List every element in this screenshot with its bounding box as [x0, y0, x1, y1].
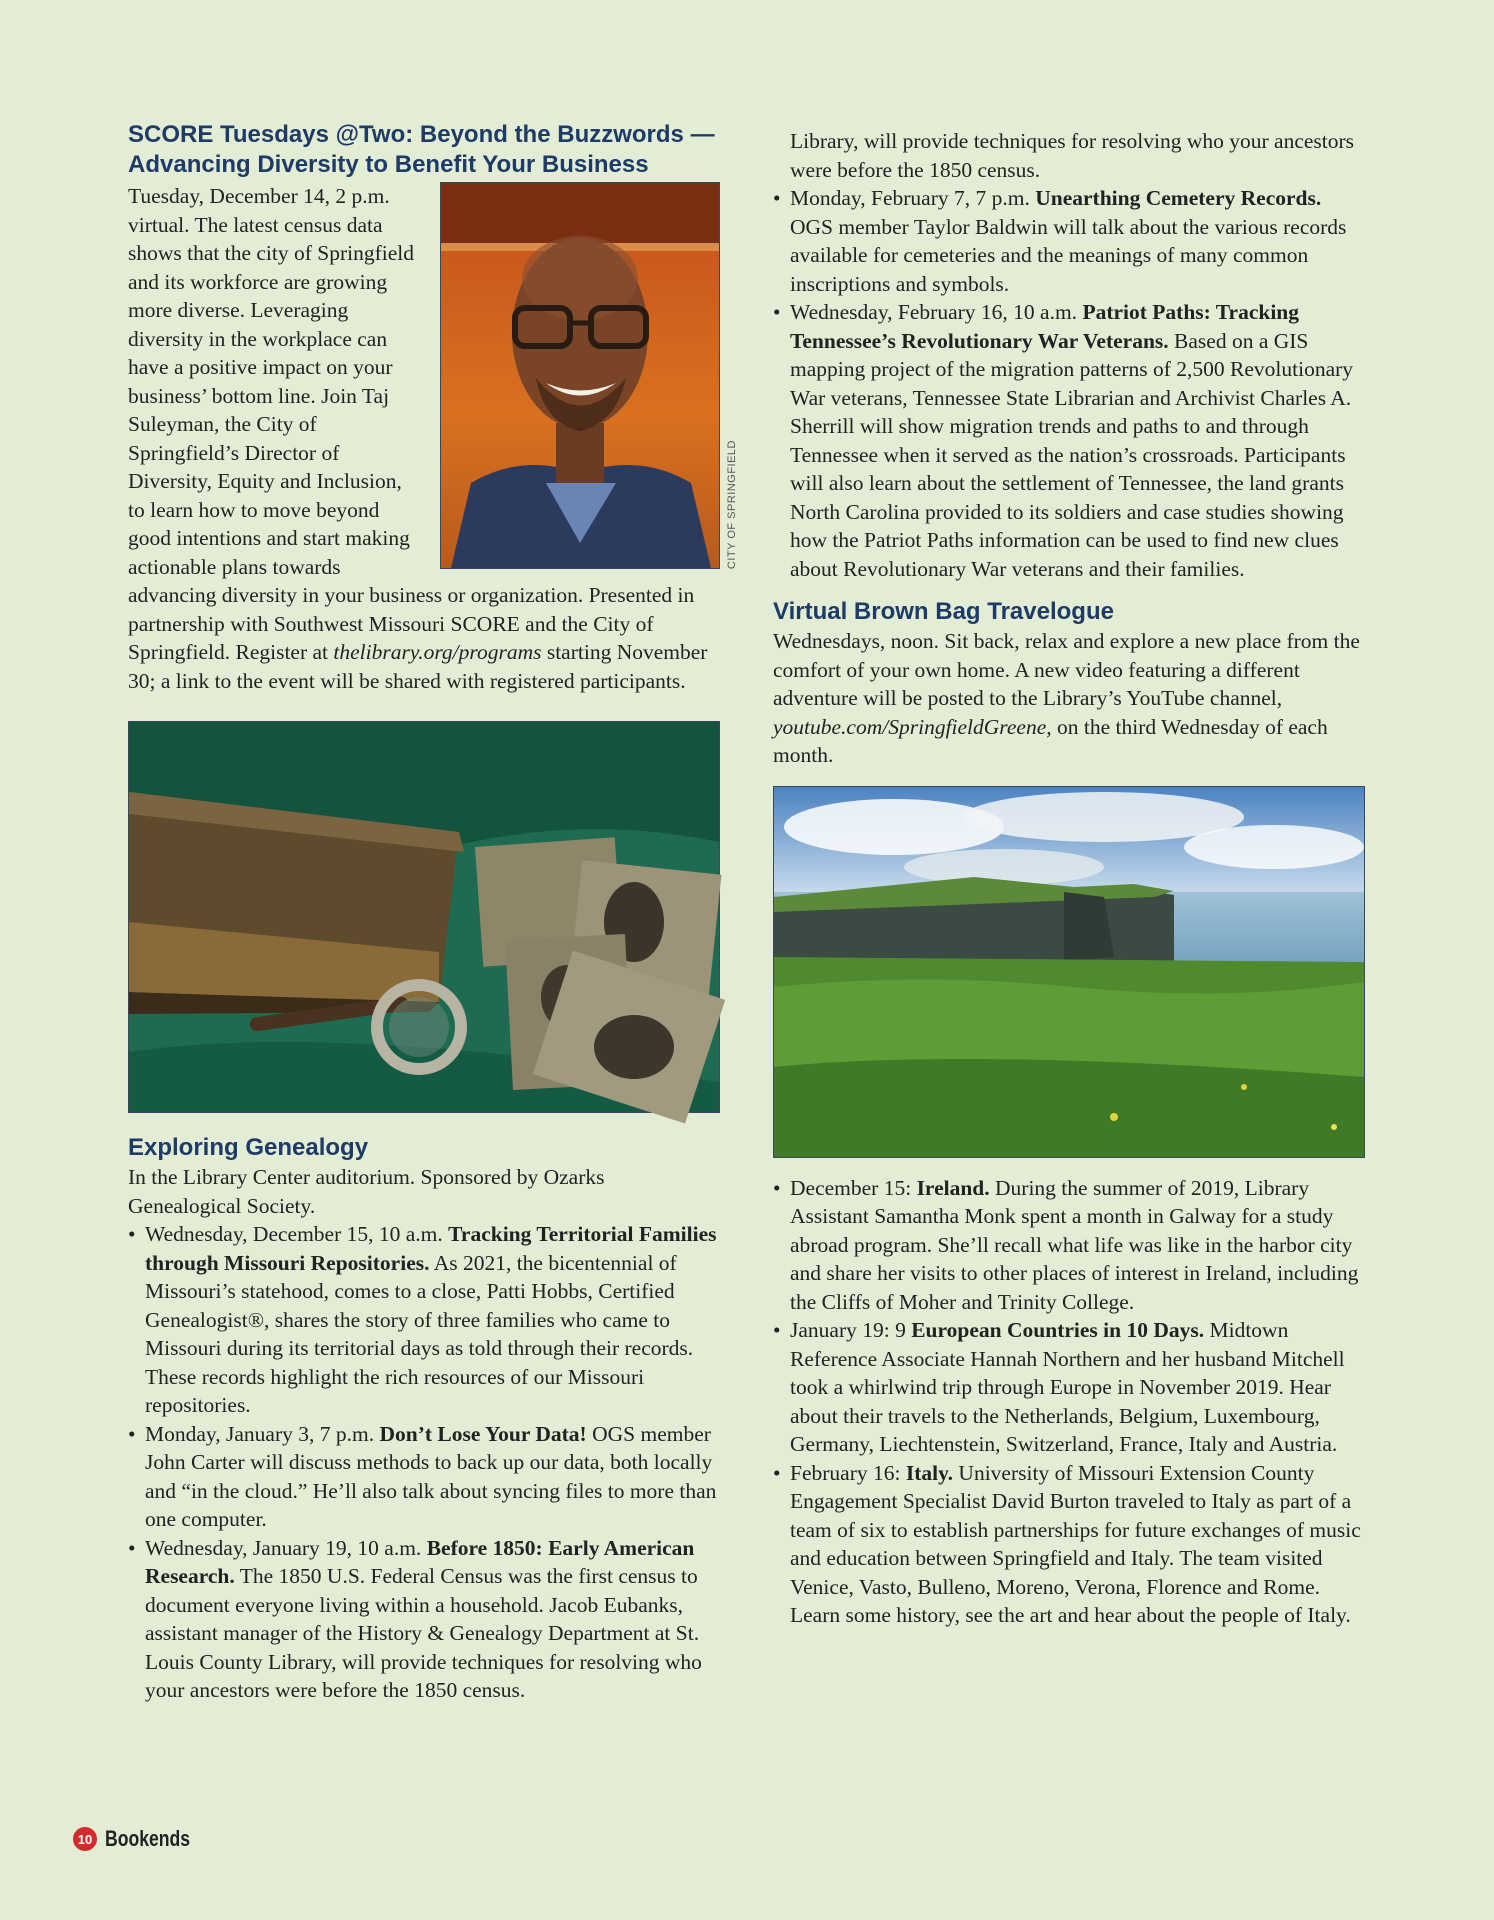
- youtube-link[interactable]: youtube.com/SpringfieldGreene,: [773, 714, 1052, 739]
- page-number: 10: [73, 1827, 97, 1851]
- photo-credit: CITY OF SPRINGFIELD: [726, 439, 738, 569]
- genealogy-heading: Exploring Genealogy: [128, 1134, 369, 1161]
- register-link[interactable]: thelibrary.org/programs: [333, 640, 542, 664]
- travelogue-list: [773, 1174, 1365, 1630]
- travelogue-intro: Wednesdays, noon. Sit back, relax and explore a new place from the comfort of your own home. A new video featuring a different adventure will be posted to the Library’s YouTube channel, youtube.com/SpringfieldGreene, on the third Wednesday of each month.: [773, 629, 1360, 767]
- travelogue-item: • January 19: 9 European Countries in 10 Days. Midtown Reference Associate Hannah Northern and her husband Mitchell took a whirlwind trip through Europe in November 2019. Hear about their travels to the Netherlands, Belgium, Luxembourg, Germany, Liechtenstein, Switzerland, France, Italy and Austria.: [773, 1316, 1365, 1459]
- portrait-photo: [440, 182, 720, 569]
- genealogy-item: • Wednesday, December 15, 10 a.m. Tracking Territorial Families through Missouri Repositories. As 2021, the bicentennial of Missouri’s statehood, comes to a close, Patti Hobbs, Certified Genealogist®, shares the story of three families who came to Missouri during its territorial days as told through their records. These records highlight the rich resources of our Missouri repositories.: [128, 1220, 720, 1420]
- portrait-wrap: [440, 182, 738, 569]
- left-column: [128, 120, 738, 1702]
- genealogy-item: • Monday, February 7, 7 p.m. Unearthing Cemetery Records. OGS member Taylor Baldwin will talk about the various records available for cemeteries and the meanings of many common inscriptions and symbols.: [773, 184, 1365, 298]
- travelogue-item: • December 15: Ireland. During the summer of 2019, Library Assistant Samantha Monk spent a month in Galway for a study abroad program. She’ll recall what life was like in the harbor city and share her visits to other places of interest in Ireland, including the Cliffs of Moher and Trinity College.: [773, 1174, 1365, 1317]
- genealogy-intro: In the Library Center auditorium. Sponsored by Ozarks Genealogical Society.: [128, 1165, 605, 1218]
- cliffs-photo: [773, 786, 1365, 1158]
- genealogy-item-continuation: Library, will provide techniques for resolving who your ancestors were before the 1850 census.: [790, 129, 1355, 182]
- genealogy-list-continued: [773, 127, 1365, 583]
- travelogue-item: • February 16: Italy. University of Missouri Extension County Engagement Specialist David Burton traveled to Italy as part of a team of six to establish partnerships for future exchanges of music and education between Springfield and Italy. The team visited Venice, Vasto, Bulleno, Moreno, Verona, Florence and Rome. Learn some history, see the art and hear about the people of Italy.: [773, 1459, 1365, 1630]
- score-body: Tuesday, December 14, 2 p.m. virtual. The latest census data shows that the city of Springfield and its workforce are growing more diverse. Leveraging diversity in the workplace can have a positive impact on your business’ bottom line. Join Taj Suleyman, the City of Springfield’s Director of Diversity, Equity and Inclusion, to learn how to move beyond good intentions and start making actionable plans towards advancing diversity in your business or organization. Presented in partnership with Southwest Missouri SCORE and the City of Springfield. Register at thelibrary.org/programs starting November 30; a link to the event will be shared with registered participants.: [128, 184, 708, 693]
- genealogy-item: • Monday, January 3, 7 p.m. Don’t Lose Your Data! OGS member John Carter will discuss methods to back up our data, both locally and “in the cloud.” He’ll also talk about syncing files to more than one computer.: [128, 1420, 720, 1534]
- genealogy-item: • Wednesday, February 16, 10 a.m. Patriot Paths: Tracking Tennessee’s Revolutionary War Veterans. Based on a GIS mapping project of the migration patterns of 2,500 Revolutionary War veterans, Tennessee State Librarian and Archivist Charles A. Sherrill will show migration trends and paths to and through Tennessee when it served as the nation’s crossroads. Participants will also learn about the settlement of Tennessee, the land grants North Carolina provided to its soldiers and case studies showing how the Patriot Paths information can be used to find new clues about Revolutionary War veterans and their families.: [773, 298, 1365, 583]
- travelogue-heading: Virtual Brown Bag Travelogue: [773, 598, 1114, 625]
- genealogy-item: • Wednesday, January 19, 10 a.m. Before 1850: Early American Research. The 1850 U.S. Federal Census was the first census to document everyone living within a household. Jacob Eubanks, assistant manager of the History & Genealogy Department at St. Louis County Library, will provide techniques for resolving who your ancestors were before the 1850 census.: [128, 1534, 720, 1648]
- right-column: [773, 127, 1365, 1630]
- score-heading: SCORE Tuesdays @Two: Beyond the Buzzwords — Advancing Diversity to Benefit Your Business: [128, 121, 715, 178]
- genealogy-list: [128, 1220, 720, 1702]
- genealogy-photo: [128, 721, 720, 1113]
- genealogy-continued: [773, 127, 1365, 583]
- publication-title: Bookends: [105, 1826, 191, 1851]
- page-footer: [73, 1826, 211, 1852]
- score-article: [128, 182, 738, 695]
